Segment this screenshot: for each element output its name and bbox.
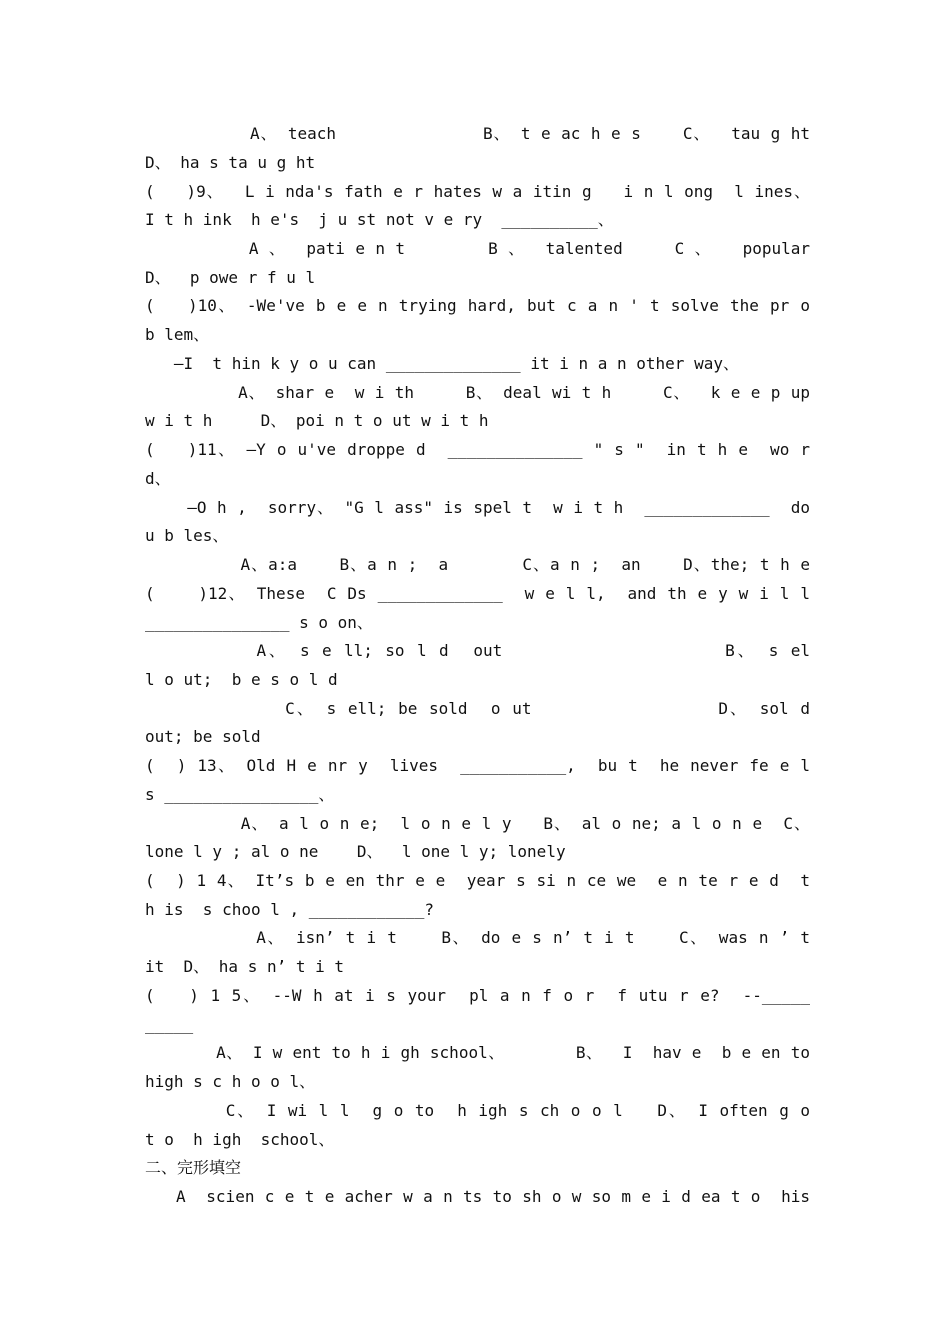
q9-options-line-1: A 、 pati e n t B 、 talented C 、 popular <box>145 239 810 258</box>
q8-options-line-2: D、 ha s ta u g ht <box>145 153 316 172</box>
q15-options-line-4: t o h igh school、 <box>145 1130 335 1149</box>
q12-options-line-1: A、 s e ll; so l d out B、 s el <box>145 641 810 660</box>
q12-stem-line-2: _______________ s o on、 <box>145 613 373 632</box>
q12-stem-line-1: ( )12、 These C Ds _____________ w e l l, and th e y w i l l <box>145 584 810 603</box>
q8-options-line-1: A、 teach B、 t e ac h e s C、 tau g ht <box>145 124 810 143</box>
q13-stem-line-1: ( ) 13、 Old H e nr y lives ___________, bu t he never fe e l <box>145 756 810 775</box>
q11-stem-line-1: ( )11、 —Y o u've droppe d ______________ " s " in t h e wo r <box>145 440 810 459</box>
q14-stem-line-2: h is s choo l , ____________? <box>145 900 434 919</box>
q12-options-line-2: l o ut; b e s o l d <box>145 670 338 689</box>
q10-options-line-2: w i t h D、 poi n t o ut w i t h <box>145 411 489 430</box>
q14-stem-line-1: ( ) 1 4、 It’s b e en thr e e year s si n ce we e n te r e d t <box>145 871 810 890</box>
q11-options-line: A、a:a B、a n ; a C、a n ; an D、the; t h e <box>145 555 810 574</box>
q12-options-line-4: out; be sold <box>145 727 261 746</box>
q13-options-line-2: lone l y ; al o ne D、 l one l y; lonely <box>145 842 566 861</box>
q15-options-line-1: A、 I w ent to h i gh school、 B、 I hav e b e en to <box>145 1043 810 1062</box>
q14-options-line-1: A、 isn’ t i t B、 do e s n’ t i t C、 was n ’ t <box>145 928 810 947</box>
q10-options-line-1: A、 shar e w i th B、 deal wi t h C、 k e e p up <box>145 383 810 402</box>
q15-options-line-2: high s c h o o l、 <box>145 1072 316 1091</box>
q10-reply-line: —I t hin k y o u can ______________ it i n a n other way、 <box>145 354 739 373</box>
q11-stem-line-2: d、 <box>145 469 171 488</box>
q9-stem-line-1: ( )9、 L i nda's fath e r hates w a itin g i n l ong l ines、 <box>145 182 810 201</box>
q11-reply-line-2: u b les、 <box>145 526 229 545</box>
q9-options-line-2: D、 p owe r f u l <box>145 268 316 287</box>
q14-options-line-2: it D、 ha s n’ t i t <box>145 957 345 976</box>
q12-options-line-3: C、 s ell; be sold o ut D、 sol d <box>145 699 810 718</box>
q10-stem-line-2: b lem、 <box>145 325 210 344</box>
q15-stem-line-1: ( ) 1 5、 --W h at i s your pl a n f o r f utu r e? --_____ <box>145 986 810 1005</box>
cloze-passage-line-1: A scien c e t e acher w a n ts to sh o w so m e i d ea t o his <box>145 1187 810 1206</box>
q15-stem-line-2: _____ <box>145 1015 194 1034</box>
q9-stem-line-2: I t h ink h e's j u st not v e ry __________、 <box>145 210 614 229</box>
q13-stem-line-2: s ________________、 <box>145 785 335 804</box>
q11-reply-line-1: —O h , sorry、 "G l ass" is spel t w i t h _____________ do <box>145 498 810 517</box>
q10-stem-line-1: ( )10、 -We've b e e n trying hard, but c a n ' t solve the pr o <box>145 296 810 315</box>
q13-options-line-1: A、 a l o n e; l o n e l y B、 al o ne; a l o n e C、 <box>145 814 810 833</box>
section-heading-cloze: 二、完形填空 <box>145 1158 242 1177</box>
q15-options-line-3: C、 I wi l l g o to h igh s ch o o l D、 I often g o <box>145 1101 810 1120</box>
